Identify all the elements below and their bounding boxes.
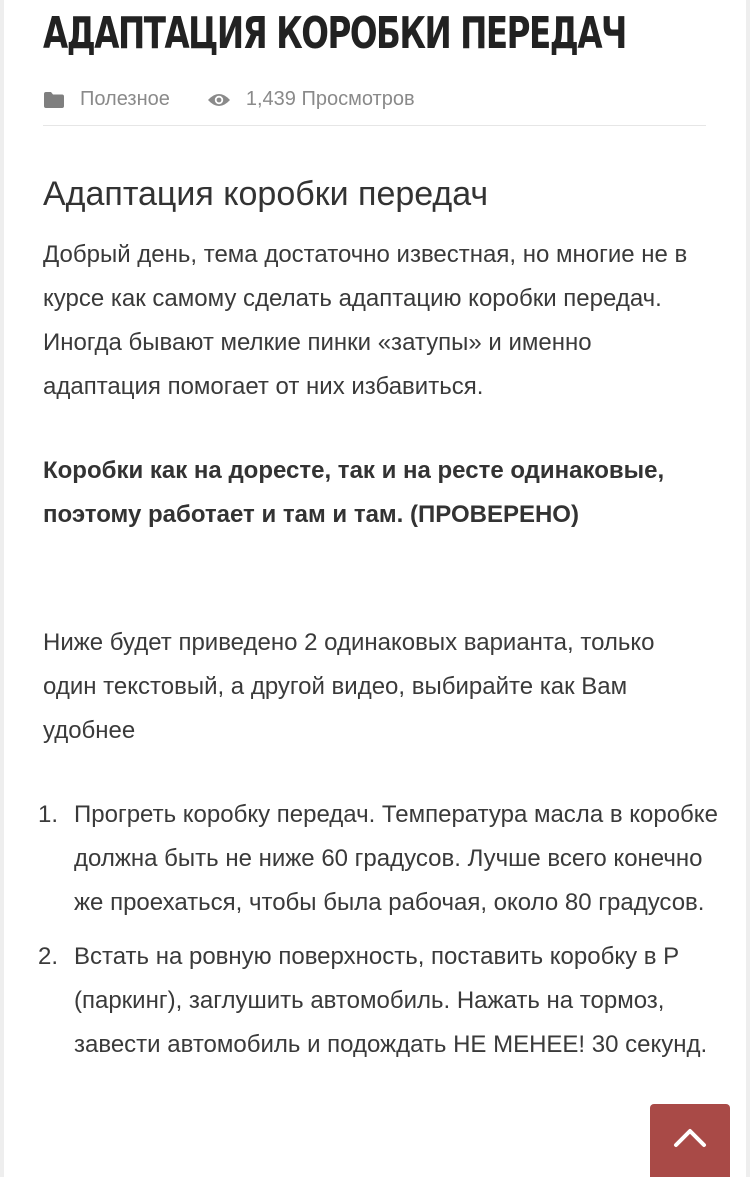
list-item [0, 793, 720, 925]
page-title: АДАПТАЦИЯ КОРОБКИ ПЕРЕДАЧ [43, 8, 626, 59]
scroll-to-top-button[interactable] [650, 1104, 730, 1177]
post-meta [43, 84, 706, 126]
views-count: 1,439 Просмотров [245, 88, 415, 110]
chevron-up-icon [673, 1126, 707, 1153]
steps-list [0, 793, 720, 1077]
folder-icon [43, 91, 65, 109]
compatibility-note: Коробки как на доресте, так и на ресте одинаковые, поэтому работает и там и там. (ПРОВЕРЕНО) [43, 457, 665, 528]
list-item-text: Встать на ровную поверхность, поставить коробку в P (паркинг), заглушить автомобиль. Нажать на тормоз, завести автомобиль и подождать НЕ МЕНЕЕ! 30 секунд. [74, 943, 708, 1058]
page-right-border [746, 0, 750, 1177]
list-item-number: 1. [38, 801, 59, 828]
list-item-number: 2. [38, 943, 59, 970]
list-item-text: Прогреть коробку передач. Температура масла в коробке должна быть не ниже 60 градусов. Лучше всего конечно же проехаться, чтобы была рабочая, около 80 градусов. [74, 801, 718, 916]
category-link[interactable]: Полезное [80, 88, 170, 110]
variants-paragraph: Ниже будет приведено 2 одинаковых варианта, только один текстовый, а другой видео, выбирайте как Вам удобнее [43, 629, 655, 744]
eye-icon [207, 92, 231, 108]
intro-paragraph: Добрый день, тема достаточно известная, но многие не в курсе как самому сделать адаптацию коробки передач. Иногда бывают мелкие пинки «затупы» и именно адаптация помогает от них избавиться. [43, 241, 688, 400]
list-item [0, 935, 720, 1067]
article-heading: Адаптация коробки передач [43, 175, 489, 213]
